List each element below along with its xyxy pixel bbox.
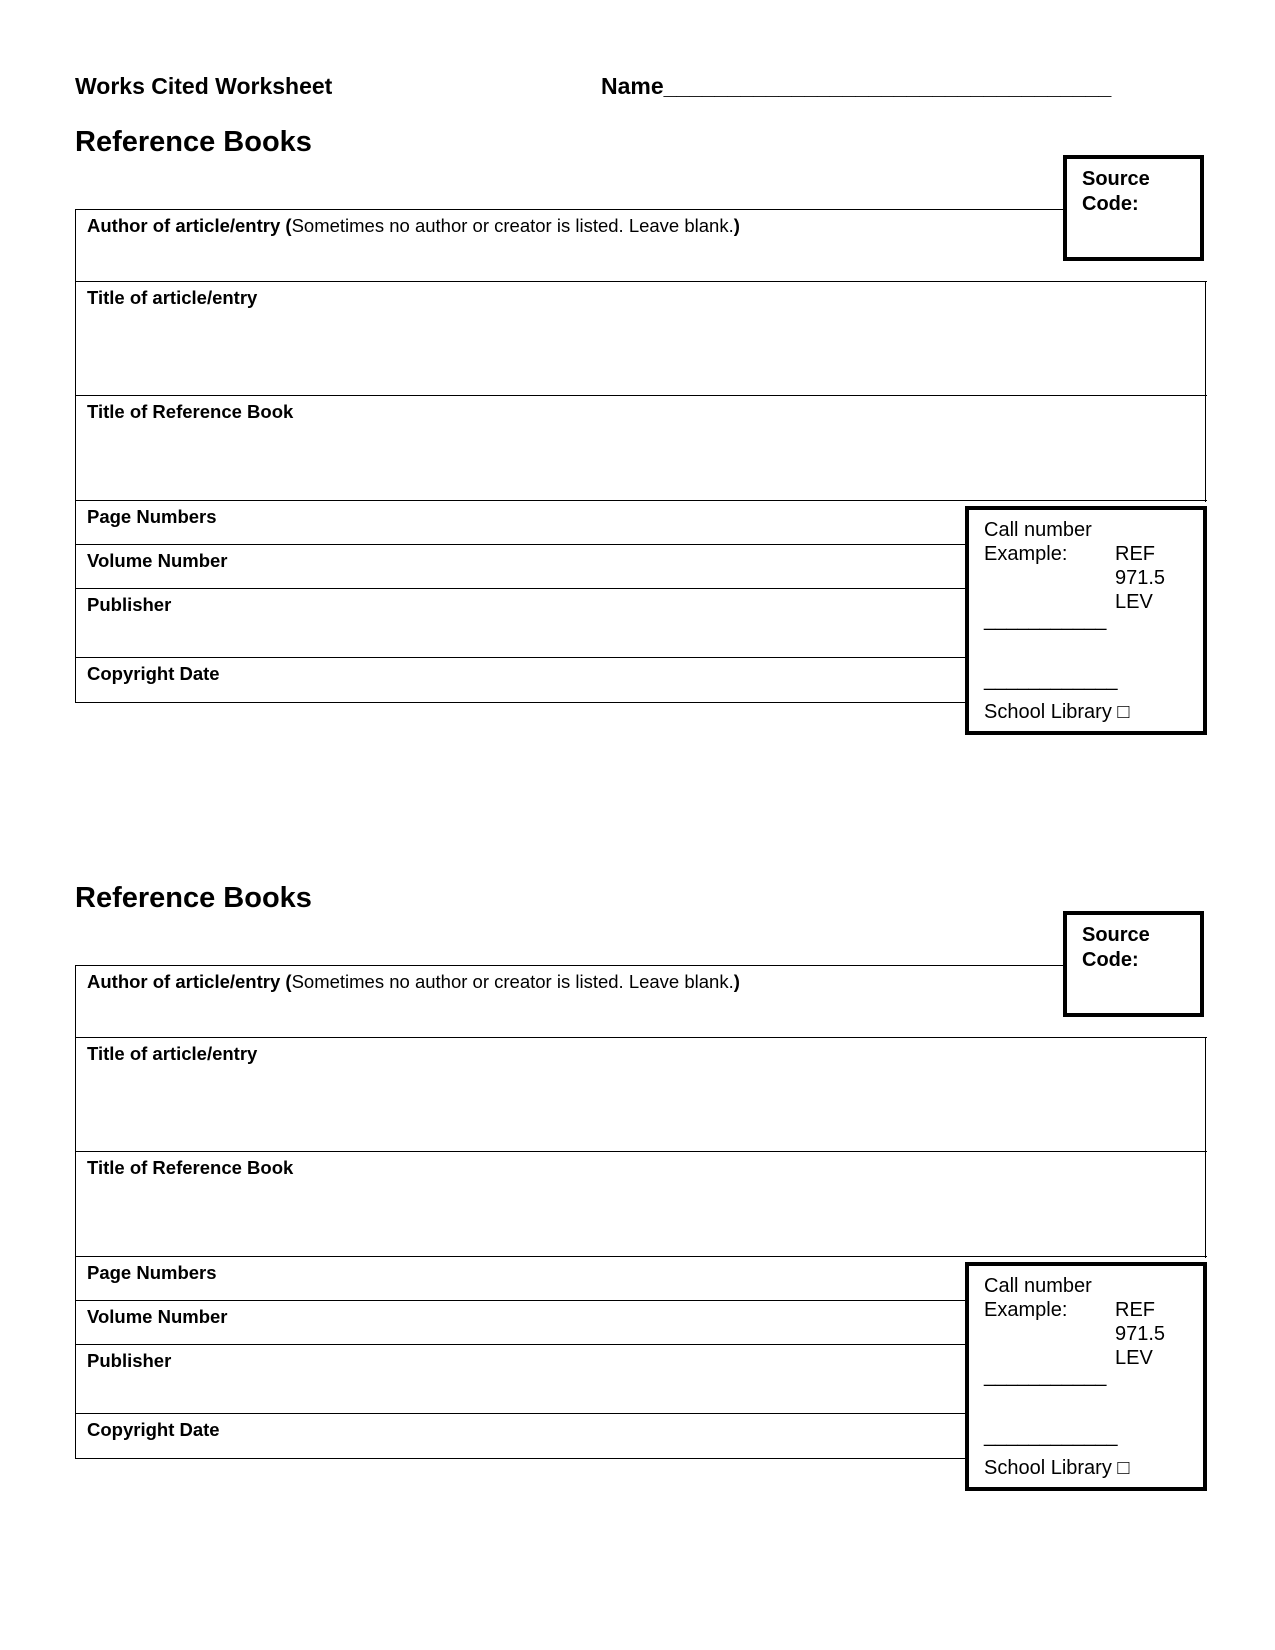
form-right-border	[1205, 281, 1206, 502]
example-label: Example:	[984, 543, 1068, 565]
title-entry-field[interactable]	[75, 1037, 1207, 1151]
volume-label: Volume Number	[87, 1306, 228, 1327]
title-entry-label: Title of article/entry	[87, 287, 258, 308]
copyright-field[interactable]	[75, 1413, 965, 1458]
call-number-blank-1[interactable]: ___________	[984, 1365, 1107, 1387]
author-label: Author of article/entry (Sometimes no author or creator is listed. Leave blank.)	[87, 215, 740, 236]
form-right-border	[1205, 1037, 1206, 1258]
author-label: Author of article/entry (Sometimes no author or creator is listed. Leave blank.)	[87, 971, 740, 992]
section-heading: Reference Books	[75, 882, 312, 914]
volume-field[interactable]	[75, 544, 965, 588]
source-code-box[interactable]	[1063, 911, 1204, 1017]
example-line: LEV	[1115, 1347, 1153, 1369]
page-numbers-label: Page Numbers	[87, 1262, 217, 1283]
example-line: 971.5	[1115, 1323, 1166, 1345]
example-label: Example:	[984, 1299, 1068, 1321]
author-field[interactable]	[75, 965, 1075, 1037]
name-field[interactable]: Name___________________________________	[601, 73, 1112, 99]
call-number-label: Call number	[984, 1275, 1092, 1297]
author-field[interactable]	[75, 209, 1075, 281]
volume-field[interactable]	[75, 1300, 965, 1344]
title-book-label: Title of Reference Book	[87, 1157, 294, 1178]
form-bottom-line	[75, 1458, 965, 1459]
call-number-blank-2[interactable]: ____________	[984, 669, 1118, 691]
source-code-label: Source Code:	[1082, 168, 1150, 215]
call-number-box[interactable]	[965, 1262, 1207, 1491]
call-number-blank-1[interactable]: ___________	[984, 609, 1107, 631]
example-line: LEV	[1115, 591, 1153, 613]
school-library-checkbox[interactable]: School Library □	[984, 1457, 1130, 1479]
call-number-blank-2[interactable]: ____________	[984, 1425, 1118, 1447]
title-entry-field[interactable]	[75, 281, 1207, 395]
school-library-checkbox[interactable]: School Library □	[984, 701, 1130, 723]
call-number-label: Call number	[984, 519, 1092, 541]
example-line: 971.5	[1115, 567, 1166, 589]
call-number-box[interactable]	[965, 506, 1207, 735]
reference-books-section-1	[0, 126, 1275, 746]
source-code-label: Source Code:	[1082, 924, 1150, 971]
page-numbers-label: Page Numbers	[87, 506, 217, 527]
copyright-field[interactable]	[75, 657, 965, 702]
source-code-box[interactable]	[1063, 155, 1204, 261]
title-book-label: Title of Reference Book	[87, 401, 294, 422]
title-entry-label: Title of article/entry	[87, 1043, 258, 1064]
publisher-field[interactable]	[75, 588, 965, 657]
copyright-label: Copyright Date	[87, 663, 220, 684]
section-heading: Reference Books	[75, 126, 312, 158]
worksheet-title: Works Cited Worksheet	[75, 73, 333, 99]
title-book-field[interactable]	[75, 1151, 1207, 1256]
publisher-field[interactable]	[75, 1344, 965, 1413]
example-line: REF	[1115, 543, 1155, 565]
reference-books-section-2	[0, 882, 1275, 1502]
publisher-label: Publisher	[87, 1350, 172, 1371]
volume-label: Volume Number	[87, 550, 228, 571]
copyright-label: Copyright Date	[87, 1419, 220, 1440]
title-book-field[interactable]	[75, 395, 1207, 500]
publisher-label: Publisher	[87, 594, 172, 615]
example-line: REF	[1115, 1299, 1155, 1321]
form-bottom-line	[75, 702, 965, 703]
